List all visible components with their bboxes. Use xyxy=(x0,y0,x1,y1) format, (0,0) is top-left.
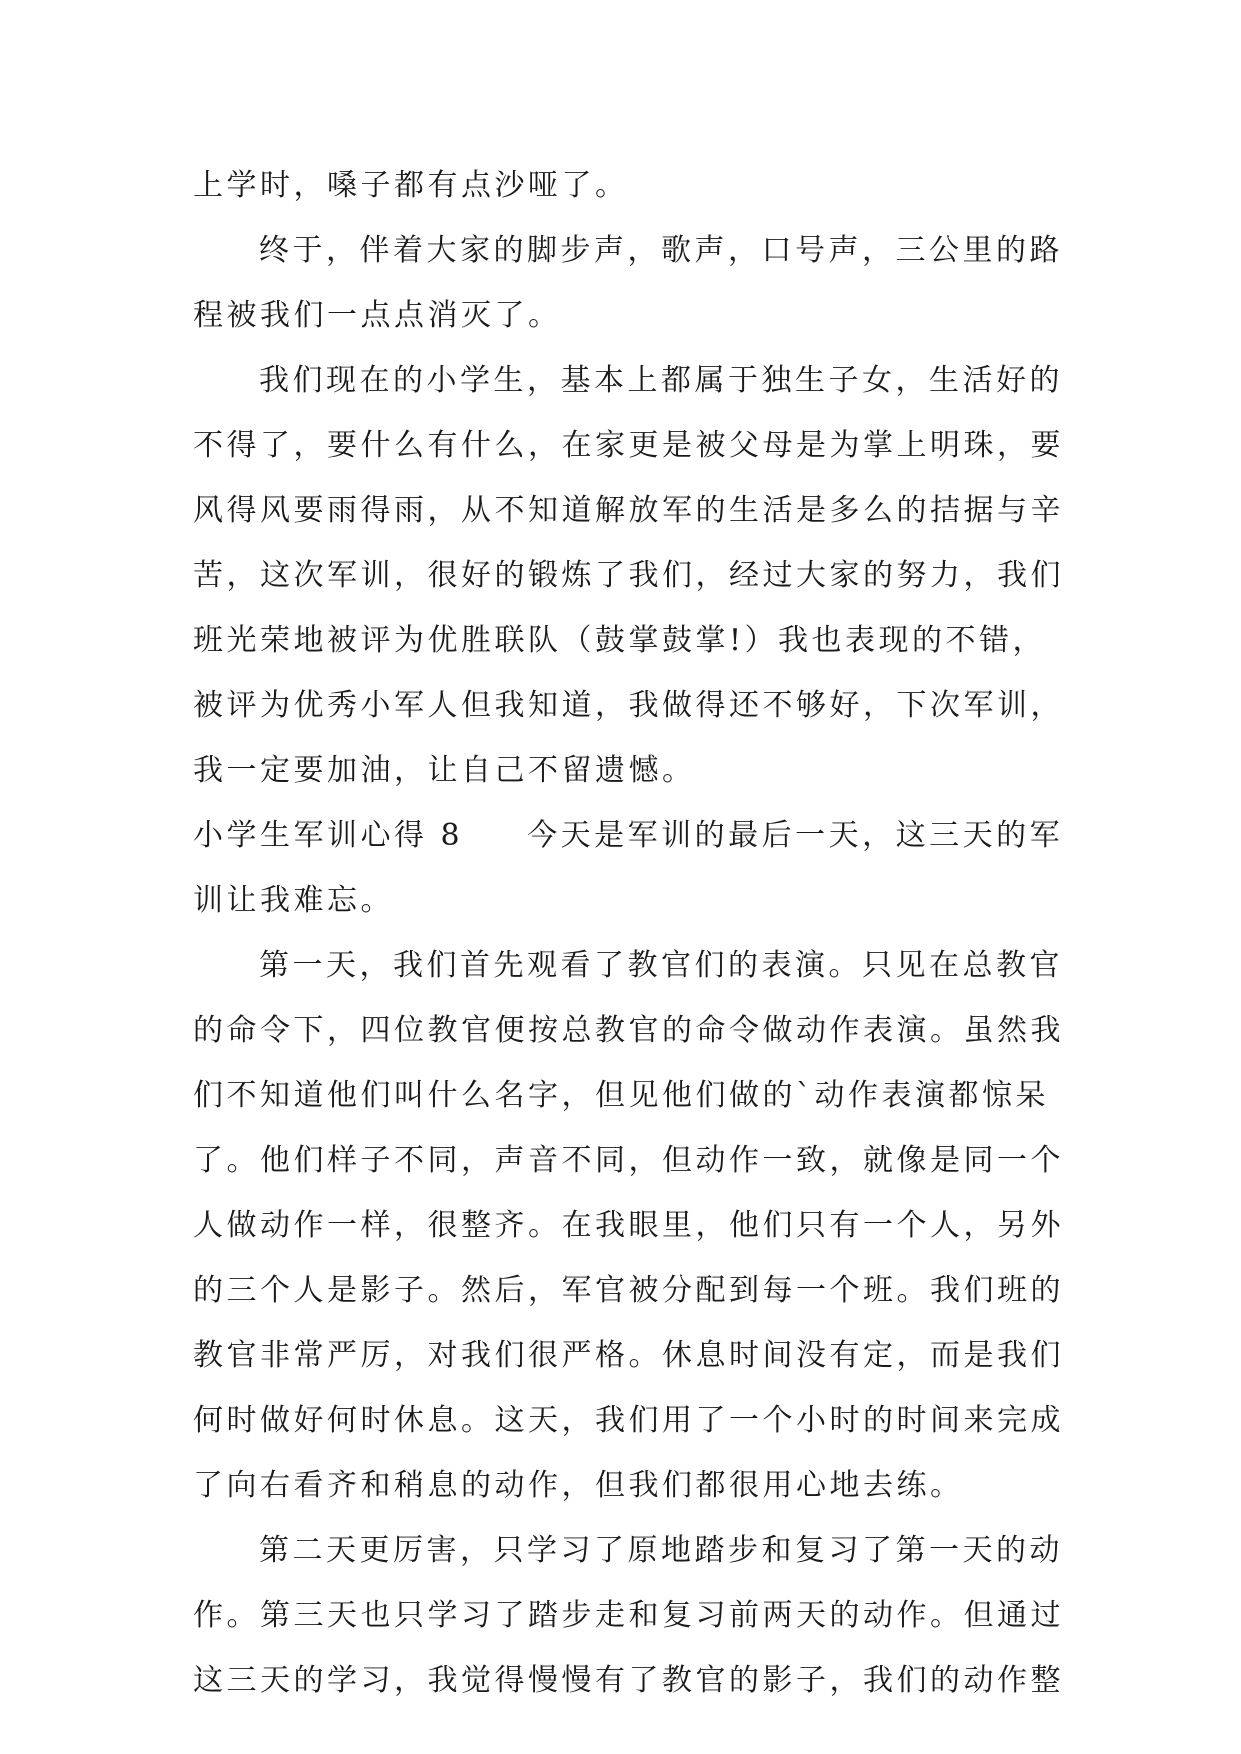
text-line: 训让我难忘。 xyxy=(193,883,394,918)
text-line: 苦，这次军训，很好的锻炼了我们，经过大家的努力，我们 xyxy=(193,558,1064,593)
text-line: 作。第三天也只学习了踏步走和复习前两天的动作。但通过 xyxy=(193,1598,1064,1633)
text-line: 何时做好何时休息。这天，我们用了一个小时的时间来完成 xyxy=(193,1403,1064,1438)
document-body xyxy=(193,153,1073,1713)
text-line: 程被我们一点点消灭了。 xyxy=(193,298,562,333)
section-first-line-text: 今天是军训的最后一天，这三天的军 xyxy=(527,818,1064,853)
text-line: 被评为优秀小军人但我知道，我做得还不够好，下次军训， xyxy=(193,688,1064,723)
text-line: 上学时，嗓子都有点沙哑了。 xyxy=(193,168,629,203)
section-heading-line xyxy=(193,803,1073,868)
text-line: 风得风要雨得雨，从不知道解放军的生活是多么的拮据与辛 xyxy=(193,493,1064,528)
paragraph-start: 终于，伴着大家的脚步声，歌声，口号声，三公里的路 xyxy=(259,233,1063,268)
paragraph-start: 第二天更厉害，只学习了原地踏步和复习了第一天的动 xyxy=(259,1533,1063,1568)
paragraph-start: 第一天，我们首先观看了教官们的表演。只见在总教官 xyxy=(259,948,1063,983)
text-line: 们不知道他们叫什么名字，但见他们做的`动作表演都惊呆 xyxy=(193,1078,1049,1113)
text-line: 班光荣地被评为优胜联队（鼓掌鼓掌!）我也表现的不错， xyxy=(193,623,1047,658)
text-line: 这三天的学习，我觉得慢慢有了教官的影子，我们的动作整 xyxy=(193,1663,1064,1698)
text-line: 了。他们样子不同，声音不同，但动作一致，就像是同一个 xyxy=(193,1143,1064,1178)
text-line: 的命令下，四位教官便按总教官的命令做动作表演。虽然我 xyxy=(193,1013,1064,1048)
text-line: 教官非常严厉，对我们很严格。休息时间没有定，而是我们 xyxy=(193,1338,1064,1373)
text-line: 不得了，要什么有什么，在家更是被父母是为掌上明珠，要 xyxy=(193,428,1064,463)
text-line: 人做动作一样，很整齐。在我眼里，他们只有一个人，另外 xyxy=(193,1208,1064,1243)
section-heading: 小学生军训心得 8 xyxy=(193,818,464,853)
text-line: 我一定要加油，让自己不留遗憾。 xyxy=(193,753,696,788)
text-line: 的三个人是影子。然后，军官被分配到每一个班。我们班的 xyxy=(193,1273,1064,1308)
text-line: 了向右看齐和稍息的动作，但我们都很用心地去练。 xyxy=(193,1468,964,1503)
paragraph-start: 我们现在的小学生，基本上都属于独生子女，生活好的 xyxy=(259,363,1063,398)
